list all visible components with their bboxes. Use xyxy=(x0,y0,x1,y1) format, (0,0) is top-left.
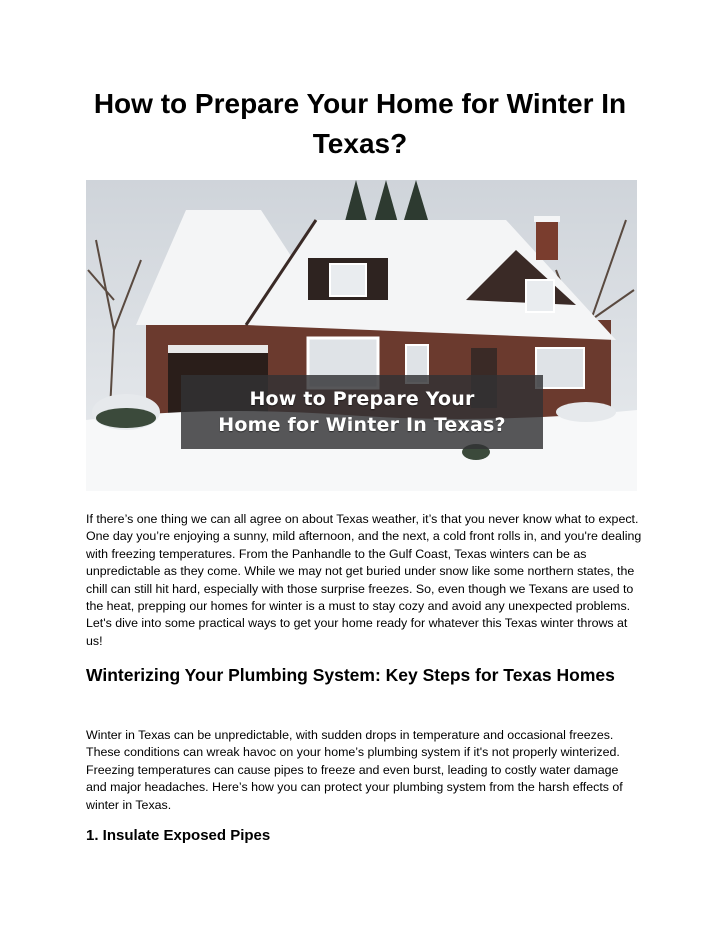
hero-banner-line-1: How to Prepare Your xyxy=(249,388,475,410)
hero-banner xyxy=(181,375,543,449)
plumbing-paragraph: Winter in Texas can be unpredictable, with sudden drops in temperature and occasional freezes. These conditions can wreak havoc on your home’s plumbing system if it's not properly winterized. Freezing temperatures can cause pipes to freeze and even burst, leading to costly water damage and major headaches. Here’s how you can protect your plumbing system from the harsh effects of winter in Texas. xyxy=(86,728,623,812)
section-heading-plumbing: Winterizing Your Plumbing System: Key Steps for Texas Homes xyxy=(86,665,615,685)
hero-banner-line-2: Home for Winter In Texas? xyxy=(218,414,506,436)
hero-image xyxy=(86,180,637,491)
subheading-insulate-pipes: 1. Insulate Exposed Pipes xyxy=(86,827,271,844)
intro-paragraph: If there’s one thing we can all agree on about Texas weather, it’s that you never know what to expect. One day you’re enjoying a sunny, mild afternoon, and the next, a cold front rolls in, and you're dealing with freezing temperatures. From the Panhandle to the Gulf Coast, Texas winters can be as unpredictable as they come. While we may not get buried under snow like some northern states, the chill can still hit hard, especially with those surprise freezes. So, even though we Texans are used to the heat, prepping our homes for winter is a must to stay cozy and avoid any unexpected problems. Let's dive into some practical ways to get your home ready for whatever this Texas winter throws at us! xyxy=(86,512,642,648)
page-title: How to Prepare Your Home for Winter In Texas? xyxy=(93,88,627,159)
